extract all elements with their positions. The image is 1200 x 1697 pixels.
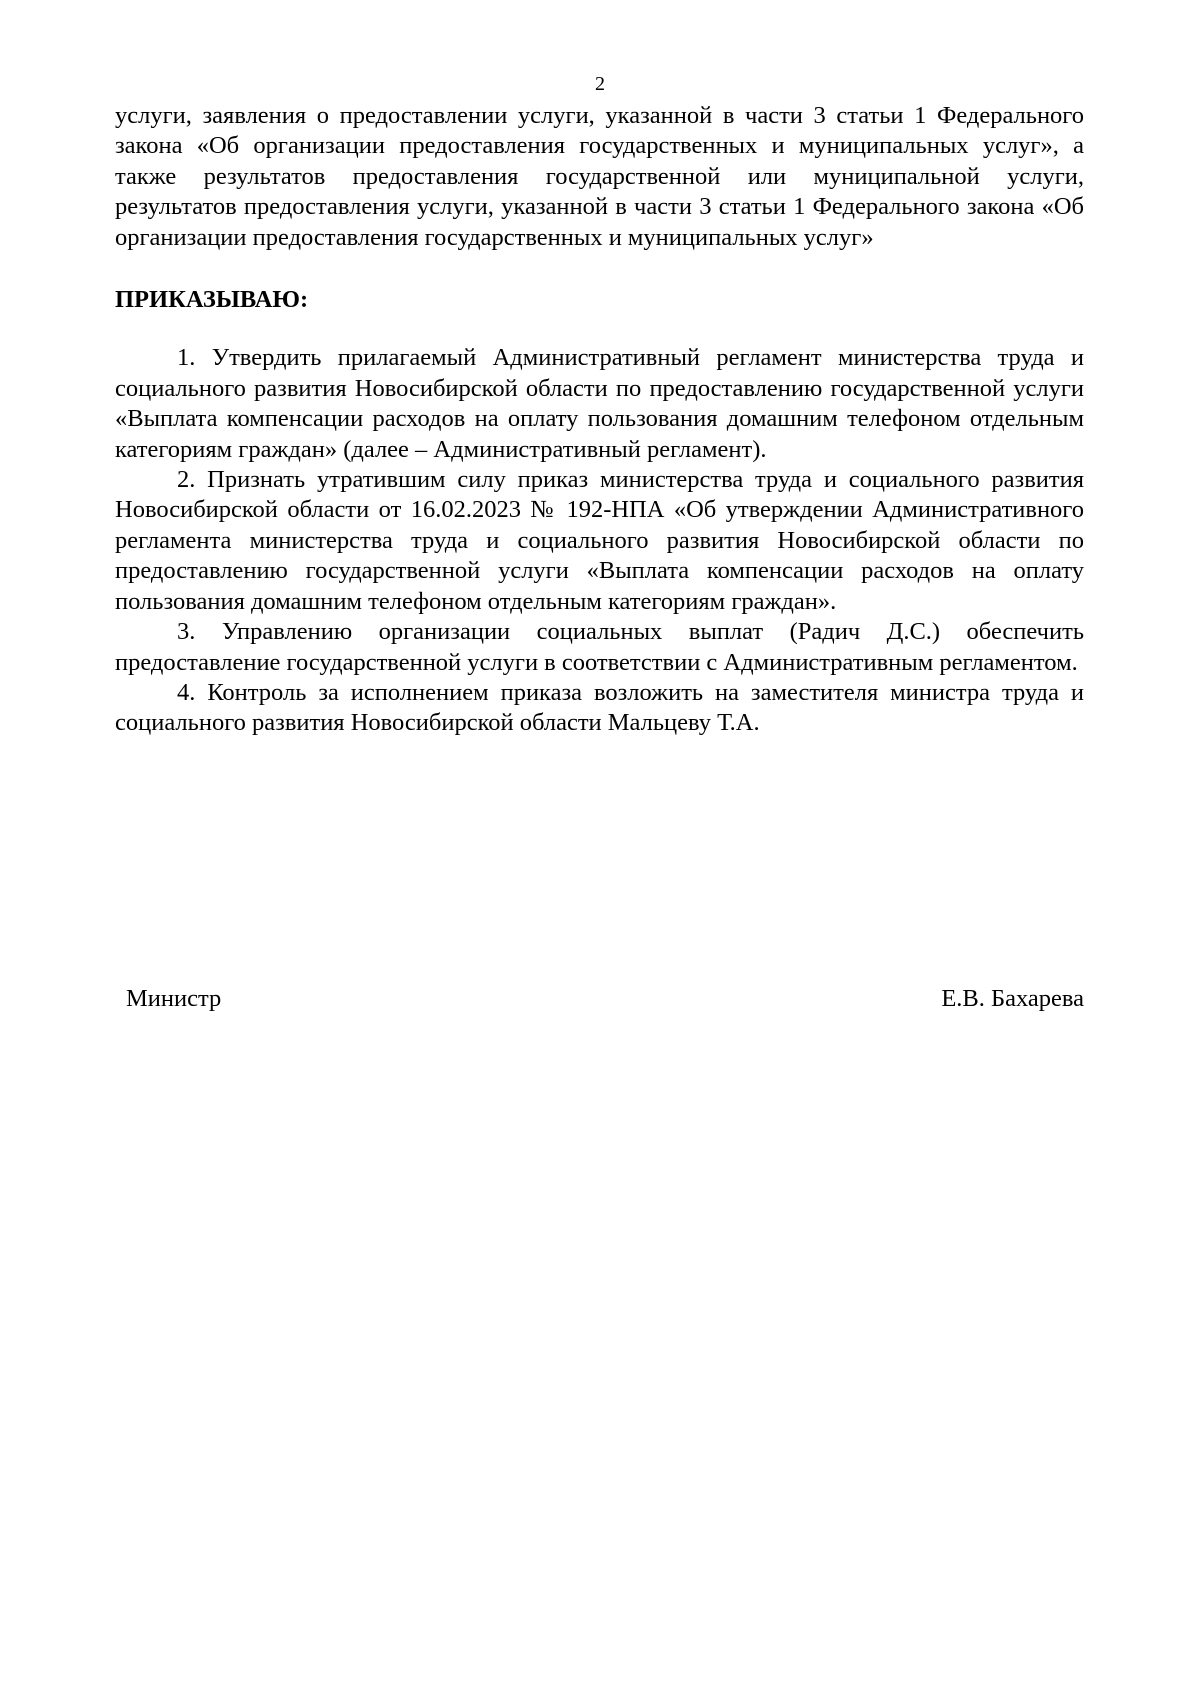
page-number: 2 (595, 73, 605, 95)
order-item-1: 1. Утвердить прилагаемый Административный регламент министерства труда и социального развития Новосибирской области по предоставлению государственной услуги «Выплата компенсации расходов на оплату пользования домашним телефоном отдельным категориям граждан» (далее – Административный регламент). (115, 344, 1084, 463)
order-item-2: 2. Признать утратившим силу приказ министерства труда и социального развития Новосибирской области от 16.02.2023 № 192-НПА «Об утверждении Административного регламента министерства труда и социального развития Новосибирской области по предоставлению государственной услуги «Выплата компенсации расходов на оплату пользования домашним телефоном отдельным категориям граждан». (115, 466, 1084, 615)
signatory-name: Е.В. Бахарева (941, 985, 1084, 1012)
order-item-4: 4. Контроль за исполнением приказа возложить на заместителя министра труда и социального развития Новосибирской области Мальцеву Т.А. (115, 678, 1084, 737)
order-item-3: 3. Управлению организации социальных выплат (Радич Д.С.) обеспечить предоставление государственной услуги в соответствии с Административным регламентом. (115, 618, 1084, 676)
signatory-position: Министр (126, 985, 222, 1012)
order-heading: ПРИКАЗЫВАЮ: (115, 286, 309, 314)
preamble-paragraph: услуги, заявления о предоставлении услуги, указанной в части 3 статьи 1 Федерального закона «Об организации предоставления государственных и муниципальных услуг», а также результатов предоставления государственной или муниципальной услуги, результатов предоставления услуги, указанной в части 3 статьи 1 Федерального закона «Об организации предоставления государственных и муниципальных услуг» (115, 102, 1084, 251)
document-body (115, 101, 1084, 739)
signature-block (126, 984, 1084, 1014)
